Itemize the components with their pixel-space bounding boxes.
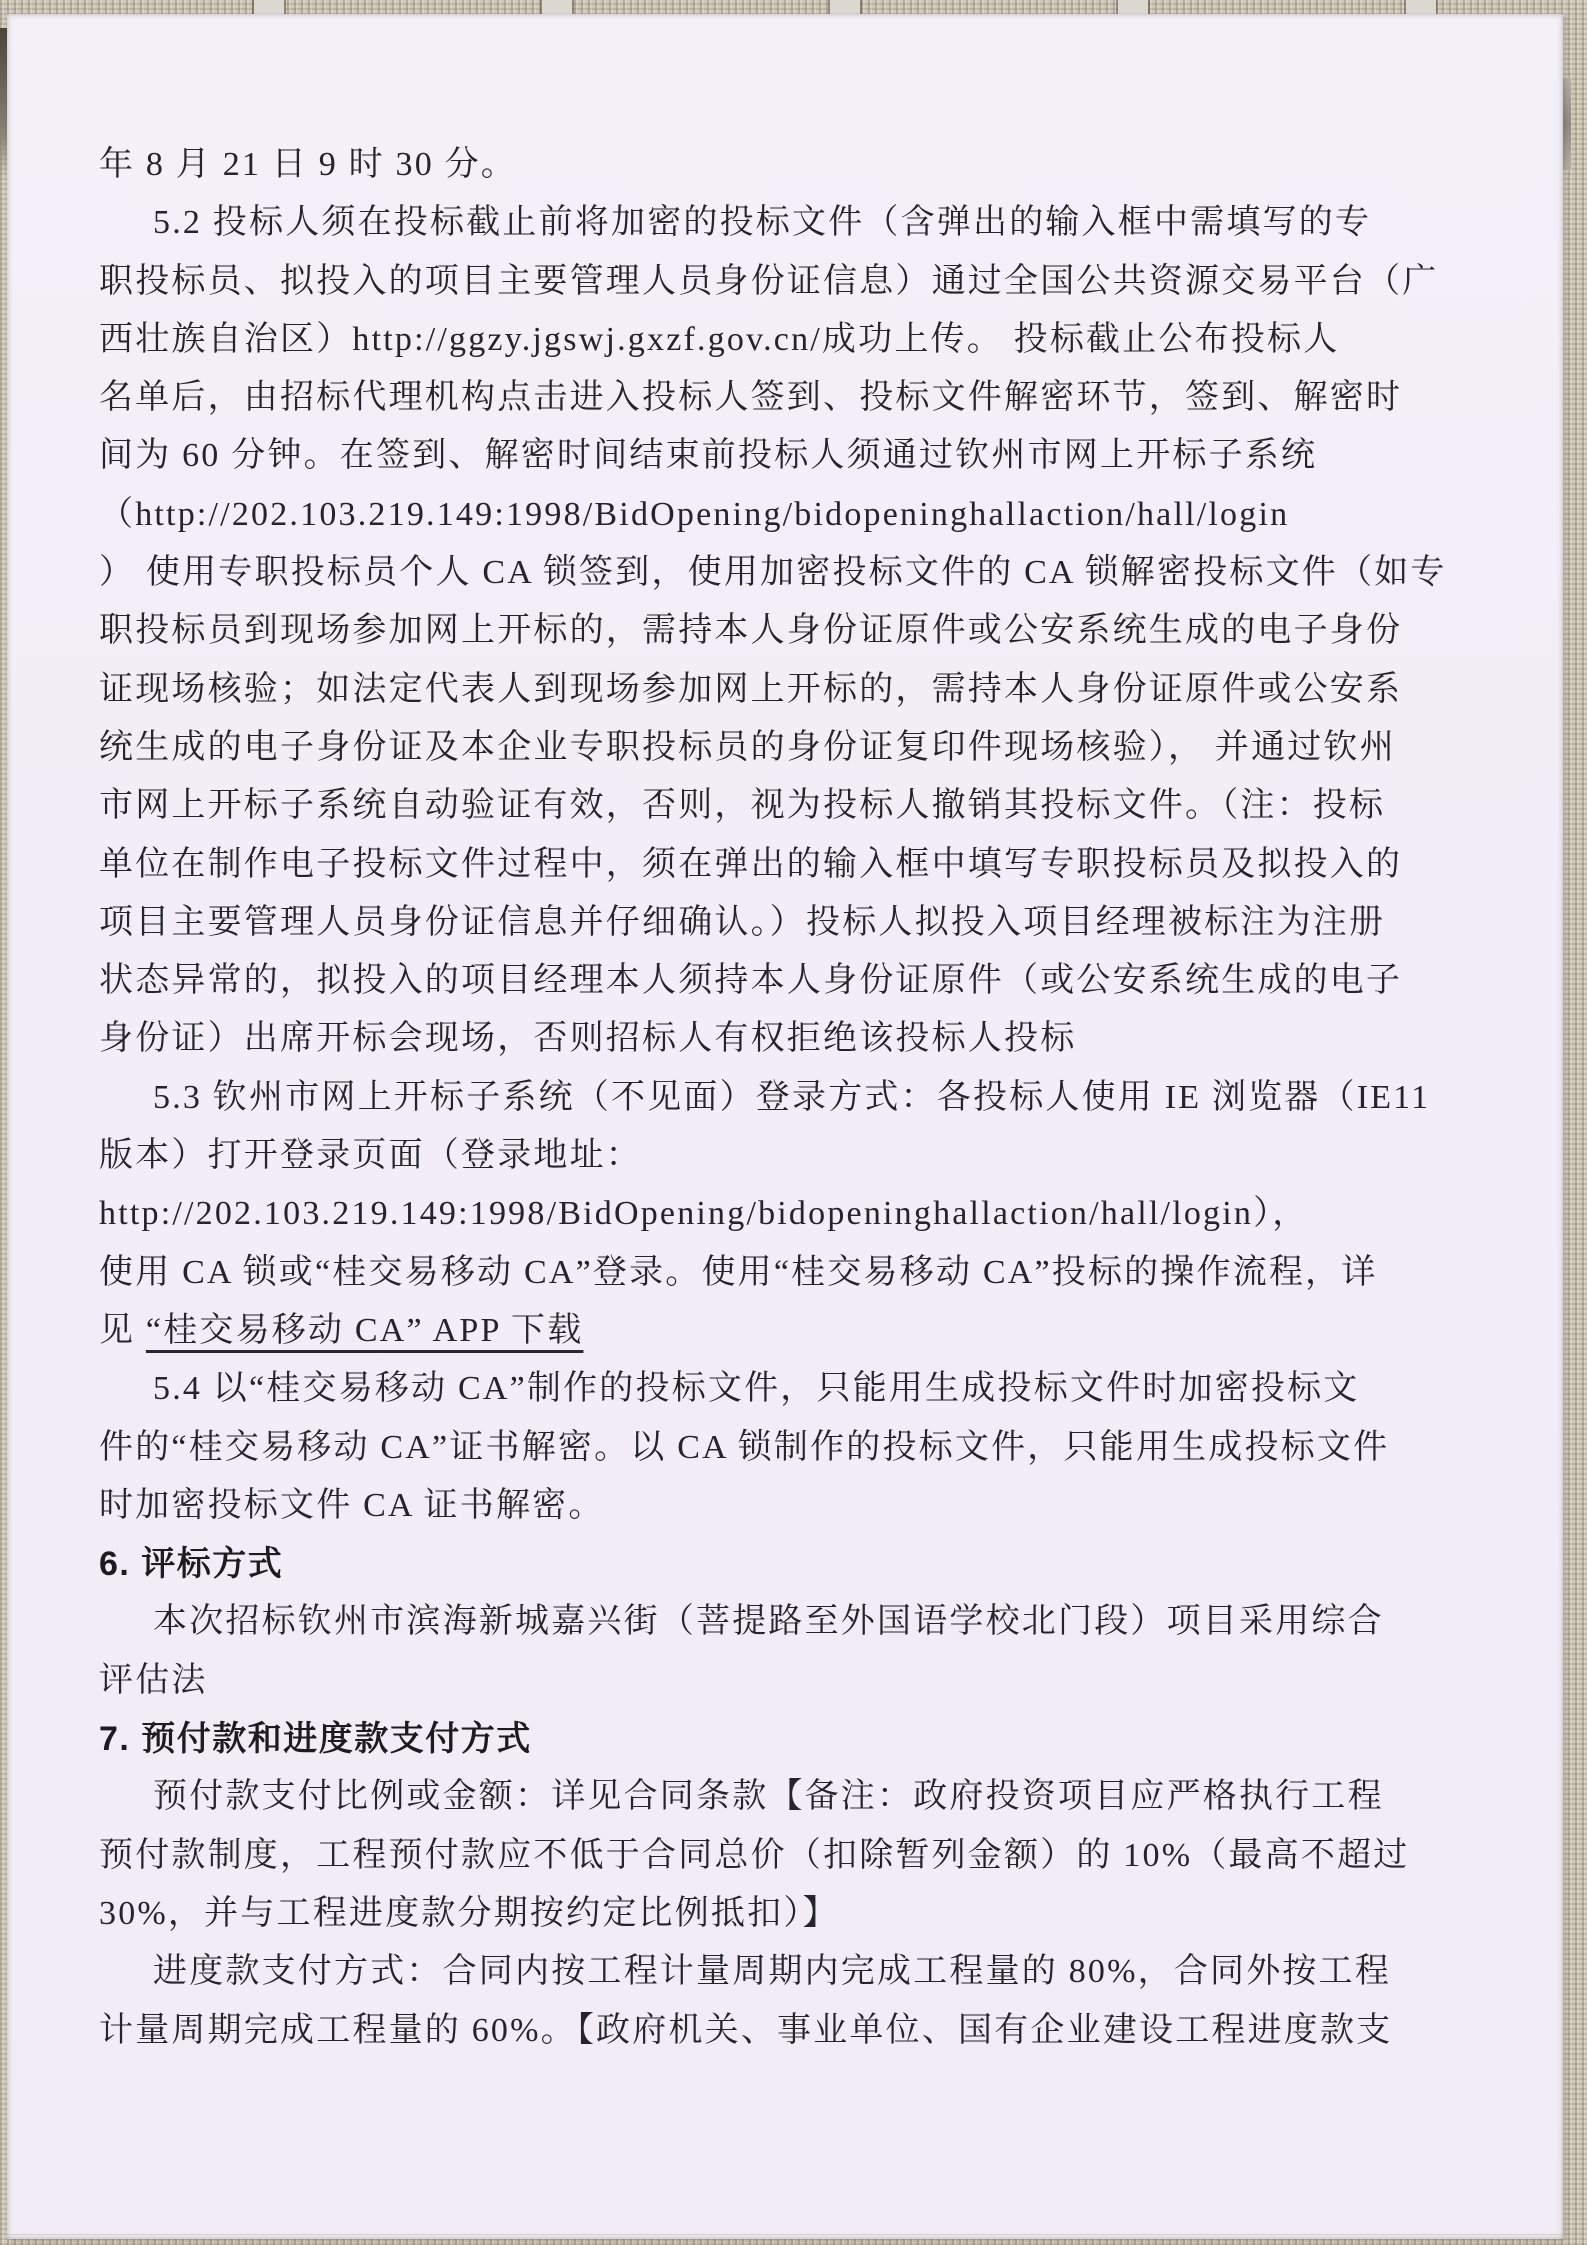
text-line	[99, 1652, 1493, 1710]
text-line	[99, 2002, 1493, 2060]
text-line-main: 西壮族自治区）http://ggzy.jgswj.gxzf.gov.cn/成功上传。 投标截止公布投标人	[99, 320, 1340, 358]
text-line	[99, 1244, 1493, 1302]
text-line	[99, 427, 1493, 485]
text-line-main: 间为 60 分钟。在签到、解密时间结束前投标人须通过钦州市网上开标子系统	[99, 437, 1318, 475]
text-line	[99, 1535, 1493, 1593]
text-line	[99, 661, 1493, 719]
text-line	[99, 194, 1493, 252]
text-line-main: 见	[99, 1311, 146, 1349]
text-line	[99, 894, 1493, 952]
text-line-main: （http://202.103.219.149:1998/BidOpening/bidopeninghallaction/hall/login	[99, 495, 1290, 533]
underlined-text: “桂交易移动 CA” APP 下载	[145, 1311, 584, 1349]
text-line-main: 30%，并与工程进度款分期按约定比例抵扣）】	[99, 1894, 839, 1932]
text-line	[99, 1477, 1493, 1535]
text-line	[99, 719, 1493, 777]
text-line	[99, 1360, 1493, 1418]
text-line-main: 5.3 钦州市网上开标子系统（不见面）登录方式：各投标人使用 IE 浏览器（IE11	[153, 1078, 1431, 1116]
text-line	[99, 1185, 1493, 1243]
text-line-main: 统生成的电子身份证及本企业专职投标员的身份证复印件现场核验）， 并通过钦州	[99, 728, 1396, 766]
text-line	[99, 1302, 1493, 1360]
text-line-main: 5.2 投标人须在投标截止前将加密的投标文件（含弹出的输入框中需填写的专	[153, 204, 1372, 242]
text-line-main: http://202.103.219.149:1998/BidOpening/bidopeninghallaction/hall/login），	[99, 1195, 1309, 1233]
text-line	[99, 136, 1493, 194]
text-line-main: 身份证）出席开标会现场，否则招标人有权拒绝该投标人投标	[99, 1020, 1077, 1058]
text-line-main: 证现场核验；如法定代表人到现场参加网上开标的，需持本人身份证原件或公安系	[99, 670, 1403, 708]
text-line-main: 版本）打开登录页面（登录地址：	[99, 1137, 642, 1175]
text-line	[99, 1127, 1493, 1185]
text-line	[99, 1010, 1493, 1068]
text-line-main: 评估法	[99, 1661, 208, 1699]
text-line-main: 时加密投标文件 CA 证书解密。	[99, 1486, 605, 1524]
text-line	[99, 952, 1493, 1010]
text-line-main: 职投标员、拟投入的项目主要管理人员身份证信息）通过全国公共资源交易平台（广	[99, 262, 1439, 300]
text-line	[99, 602, 1493, 660]
text-line	[99, 1885, 1493, 1943]
text-line-main: 5.4 以“桂交易移动 CA”制作的投标文件，只能用生成投标文件时加密投标文	[153, 1370, 1360, 1408]
text-line-main: 项目主要管理人员身份证信息并仔细确认。）投标人拟投入项目经理被标注为注册	[99, 903, 1386, 941]
text-line	[99, 544, 1493, 602]
document-page	[7, 14, 1563, 2239]
text-line	[99, 369, 1493, 427]
text-line-main: 名单后，由招标代理机构点击进入投标人签到、投标文件解密环节，签到、解密时	[99, 379, 1403, 417]
text-line-main: 6. 评标方式	[99, 1545, 284, 1584]
text-line	[99, 253, 1493, 311]
text-line	[99, 1943, 1493, 2001]
text-line	[99, 1827, 1493, 1885]
text-line-main: 7. 预付款和进度款支付方式	[99, 1720, 532, 1759]
text-line	[99, 777, 1493, 835]
text-line-main: 单位在制作电子投标文件过程中，须在弹出的输入框中填写专职投标员及拟投入的	[99, 845, 1403, 883]
text-line-main: 市网上开标子系统自动验证有效，否则，视为投标人撤销其投标文件。（注：投标	[99, 787, 1386, 825]
document-text-block	[99, 136, 1493, 2060]
text-line-main: 职投标员到现场参加网上开标的，需持本人身份证原件或公安系统生成的电子身份	[99, 612, 1403, 650]
text-line	[99, 1593, 1493, 1651]
text-line	[99, 1710, 1493, 1768]
text-line	[99, 836, 1493, 894]
text-line-main: 计量周期完成工程量的 60%。【政府机关、事业单位、国有企业建设工程进度款支	[99, 2011, 1393, 2049]
text-line-main: 进度款支付方式：合同内按工程计量周期内完成工程量的 80%，合同外按工程	[153, 1953, 1392, 1991]
text-line	[99, 1069, 1493, 1127]
text-line	[99, 1768, 1493, 1826]
text-line-main: 件的“桂交易移动 CA”证书解密。以 CA 锁制作的投标文件，只能用生成投标文件	[99, 1428, 1390, 1466]
text-line	[99, 311, 1493, 369]
text-line-main: 使用 CA 锁或“桂交易移动 CA”登录。使用“桂交易移动 CA”投标的操作流程，详	[99, 1253, 1378, 1291]
text-line-main: 预付款支付比例或金额：详见合同条款【备注：政府投资项目应严格执行工程	[153, 1778, 1384, 1816]
text-line-main: 状态异常的，拟投入的项目经理本人须持本人身份证原件（或公安系统生成的电子	[99, 962, 1403, 1000]
text-line	[99, 486, 1493, 544]
text-line	[99, 1419, 1493, 1477]
text-line-main: 预付款制度，工程预付款应不低于合同总价（扣除暂列金额）的 10%（最高不超过	[99, 1836, 1410, 1874]
text-line-main: 年 8 月 21 日 9 时 30 分。	[99, 146, 517, 183]
text-line-main: ） 使用专职投标员个人 CA 锁签到，使用加密投标文件的 CA 锁解密投标文件（如专	[99, 554, 1447, 592]
text-line-main: 本次招标钦州市滨海新城嘉兴街（菩提路至外国语学校北门段）项目采用综合	[153, 1603, 1384, 1641]
